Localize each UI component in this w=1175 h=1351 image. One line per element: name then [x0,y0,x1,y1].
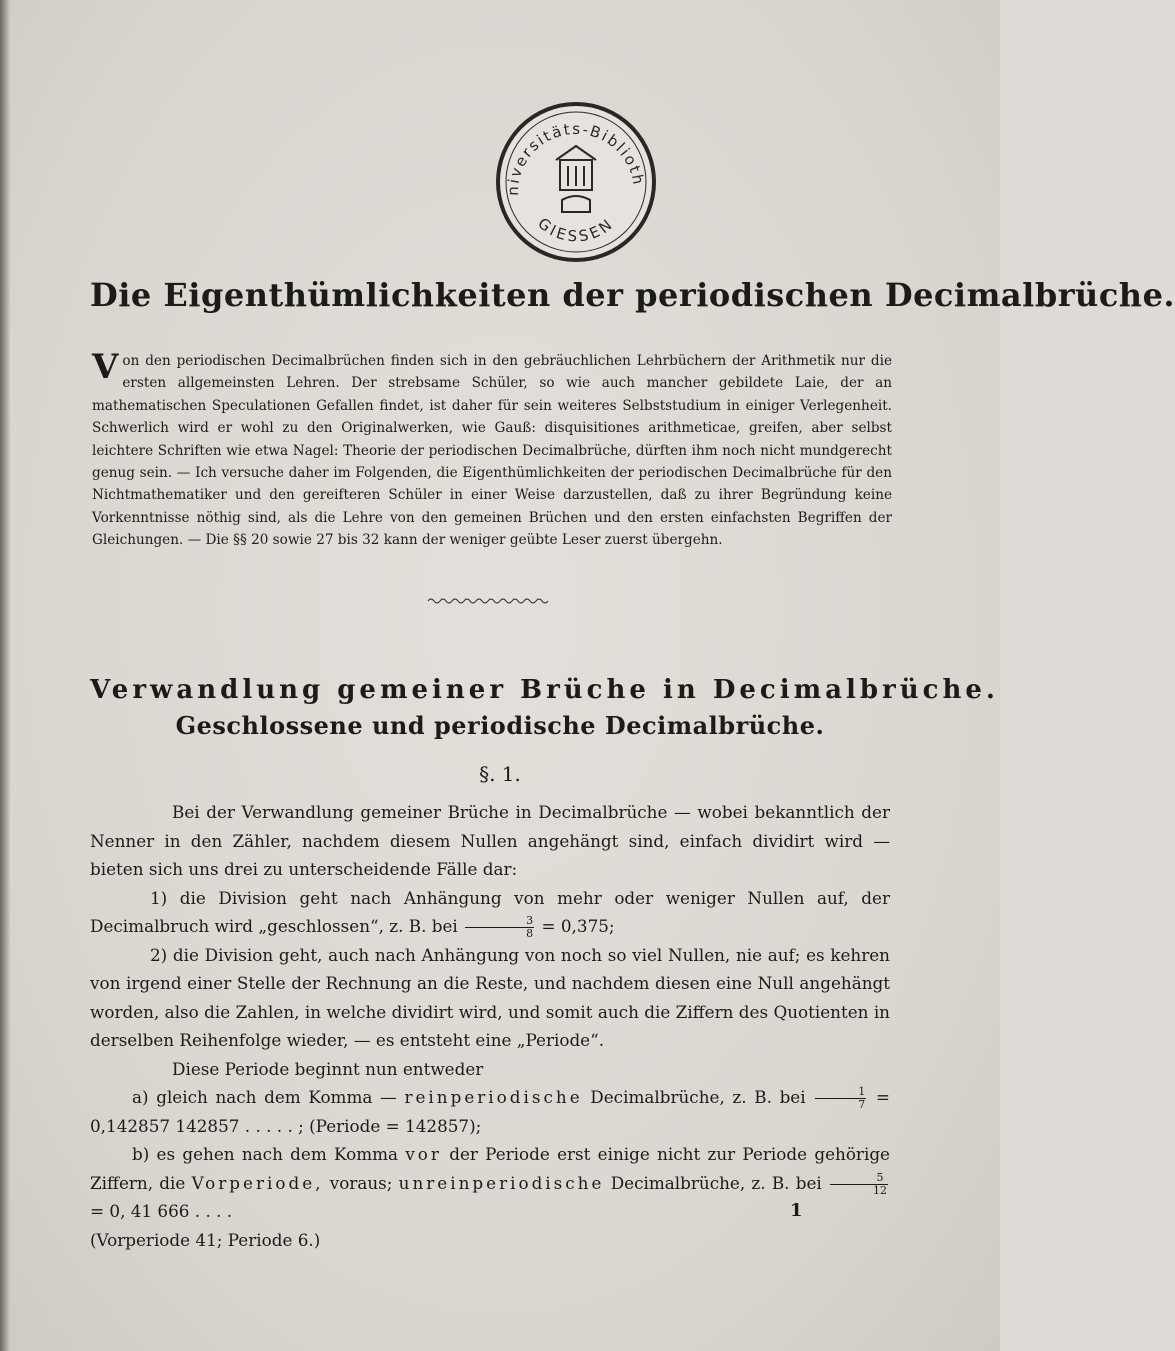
case-b-term-3: unreinperiodische [398,1172,605,1193]
page-edge-shadow [0,0,10,1351]
paragraph-case-b-note: (Vorperiode 41; Periode 6.) [90,1229,321,1250]
case-b-mid-3: Decimalbrüche, z. B. bei [610,1172,822,1193]
case-b-term-1: vor [405,1144,442,1164]
case-b-pre: b) es gehen nach dem Komma [132,1144,399,1164]
section-heading [90,672,999,744]
case-b-result: = 0, 41 666 . . . . [90,1201,233,1221]
case-a-term: reinperiodische [404,1087,583,1107]
drop-capital: V [92,347,119,387]
body-text [90,798,890,1254]
fraction-denominator: 8 [526,927,534,940]
wavy-divider [428,590,548,598]
case-1-result: = 0,375; [541,916,615,936]
case-b-mid-1: der Periode erst einige nicht zur Periode gehörige Ziffern, die [90,1144,890,1193]
case-a-pre: a) gleich nach dem Komma — [132,1087,397,1107]
case-b-term-2: Vorperiode, [191,1172,324,1193]
intro-paragraph [92,347,892,552]
case-a-result: = 0,142857 142857 . . . . . ; (Periode = 142857); [90,1087,890,1136]
fraction-3-8 [465,915,534,940]
case-1-text: 1) die Division geht nach Anhängung von mehr oder weniger Nullen auf, der Decimalbruch wird „geschlossen“, z. B. bei [90,887,890,936]
heading-line-1: Verwandlung gemeiner Brüche in Decimalbrüche. [90,675,999,705]
fraction-numerator: 1 [815,1086,866,1099]
paragraph-1: Bei der Verwandlung gemeiner Brüche in Decimalbrüche — wobei bekanntlich der Nenner in den Zähler, nachdem diesem Nullen angehängt sind, einfach dividirt wird — bieten sich uns drei zu unterscheidende Fälle dar: [90,802,890,879]
heading-line-2: Geschlossene und periodische Decimalbrüche. [175,711,825,740]
page-title: Die Eigenthümlichkeiten der periodischen Decimalbrüche. [90,276,1175,314]
case-a-mid: Decimalbrüche, z. B. bei [590,1087,806,1107]
fraction-numerator: 5 [830,1172,888,1185]
stamp-top-text: niversitäts-Biblioth [503,119,648,197]
library-stamp [494,100,658,264]
fraction-numerator: 3 [465,915,534,928]
section-number: §. 1. [479,762,521,786]
stamp-bottom-text: GIESSEN [534,214,618,246]
paragraph-case-b [90,1140,890,1226]
paragraph-case-2: 2) die Division geht, auch nach Anhängung von noch so viel Nullen, nie auf; es kehren von irgend einer Stelle der Rechnung an die Reste, und nachdem diesen eine Null angehängt worden, also die Zahlen, in welche dividirt wird, und somit auch die Ziffern des Quotienten in derselben Reihenfolge wieder, — es entsteht eine „Periode“. [90,944,890,1050]
fraction-5-12 [830,1172,888,1197]
paragraph-periode-intro: Diese Periode beginnt nun entweder [172,1058,484,1079]
page-number: 1 [790,1200,803,1221]
fraction-1-7 [815,1086,866,1111]
intro-text: on den periodischen Decimalbrüchen finden sich in den gebräuchlichen Lehrbüchern der Arithmetik nur die ersten allgemeinsten Lehren. Der strebsame Schüler, so wie auch mancher gebildete Laie, der an mathematischen Speculationen Gefallen findet, ist daher für sein weiteres Selbststudium in einiger Verlegenheit. Schwerlich wird er wohl zu den Originalwerken, wie Gauß: disquisitiones arithmeticae, greifen, aber selbst leichtere Schriften wie etwa Nagel: Theorie der periodischen Decimalbrüche, dürften ihm noch nicht mundgerecht genug sein. — Ich versuche daher im Folgenden, die Eigenthümlichkeiten der periodischen Decimalbrüche für den Nichtmathematiker und den gereifteren Schüler in einer Weise darzustellen, daß zu ihrer Begründung keine Vorkenntnisse nöthig sind, als die Lehre von den gemeinen Brüchen und den ersten einfachsten Begriffen der Gleichungen. — Die §§ 20 sowie 27 bis 32 kann der weniger geübte Leser zuerst übergehn. [92,353,892,549]
paragraph-case-1 [90,884,890,941]
paragraph-case-a [90,1083,890,1140]
fraction-denominator: 7 [858,1098,866,1111]
fraction-denominator: 12 [873,1183,888,1197]
case-b-mid-2: voraus; [329,1172,393,1193]
